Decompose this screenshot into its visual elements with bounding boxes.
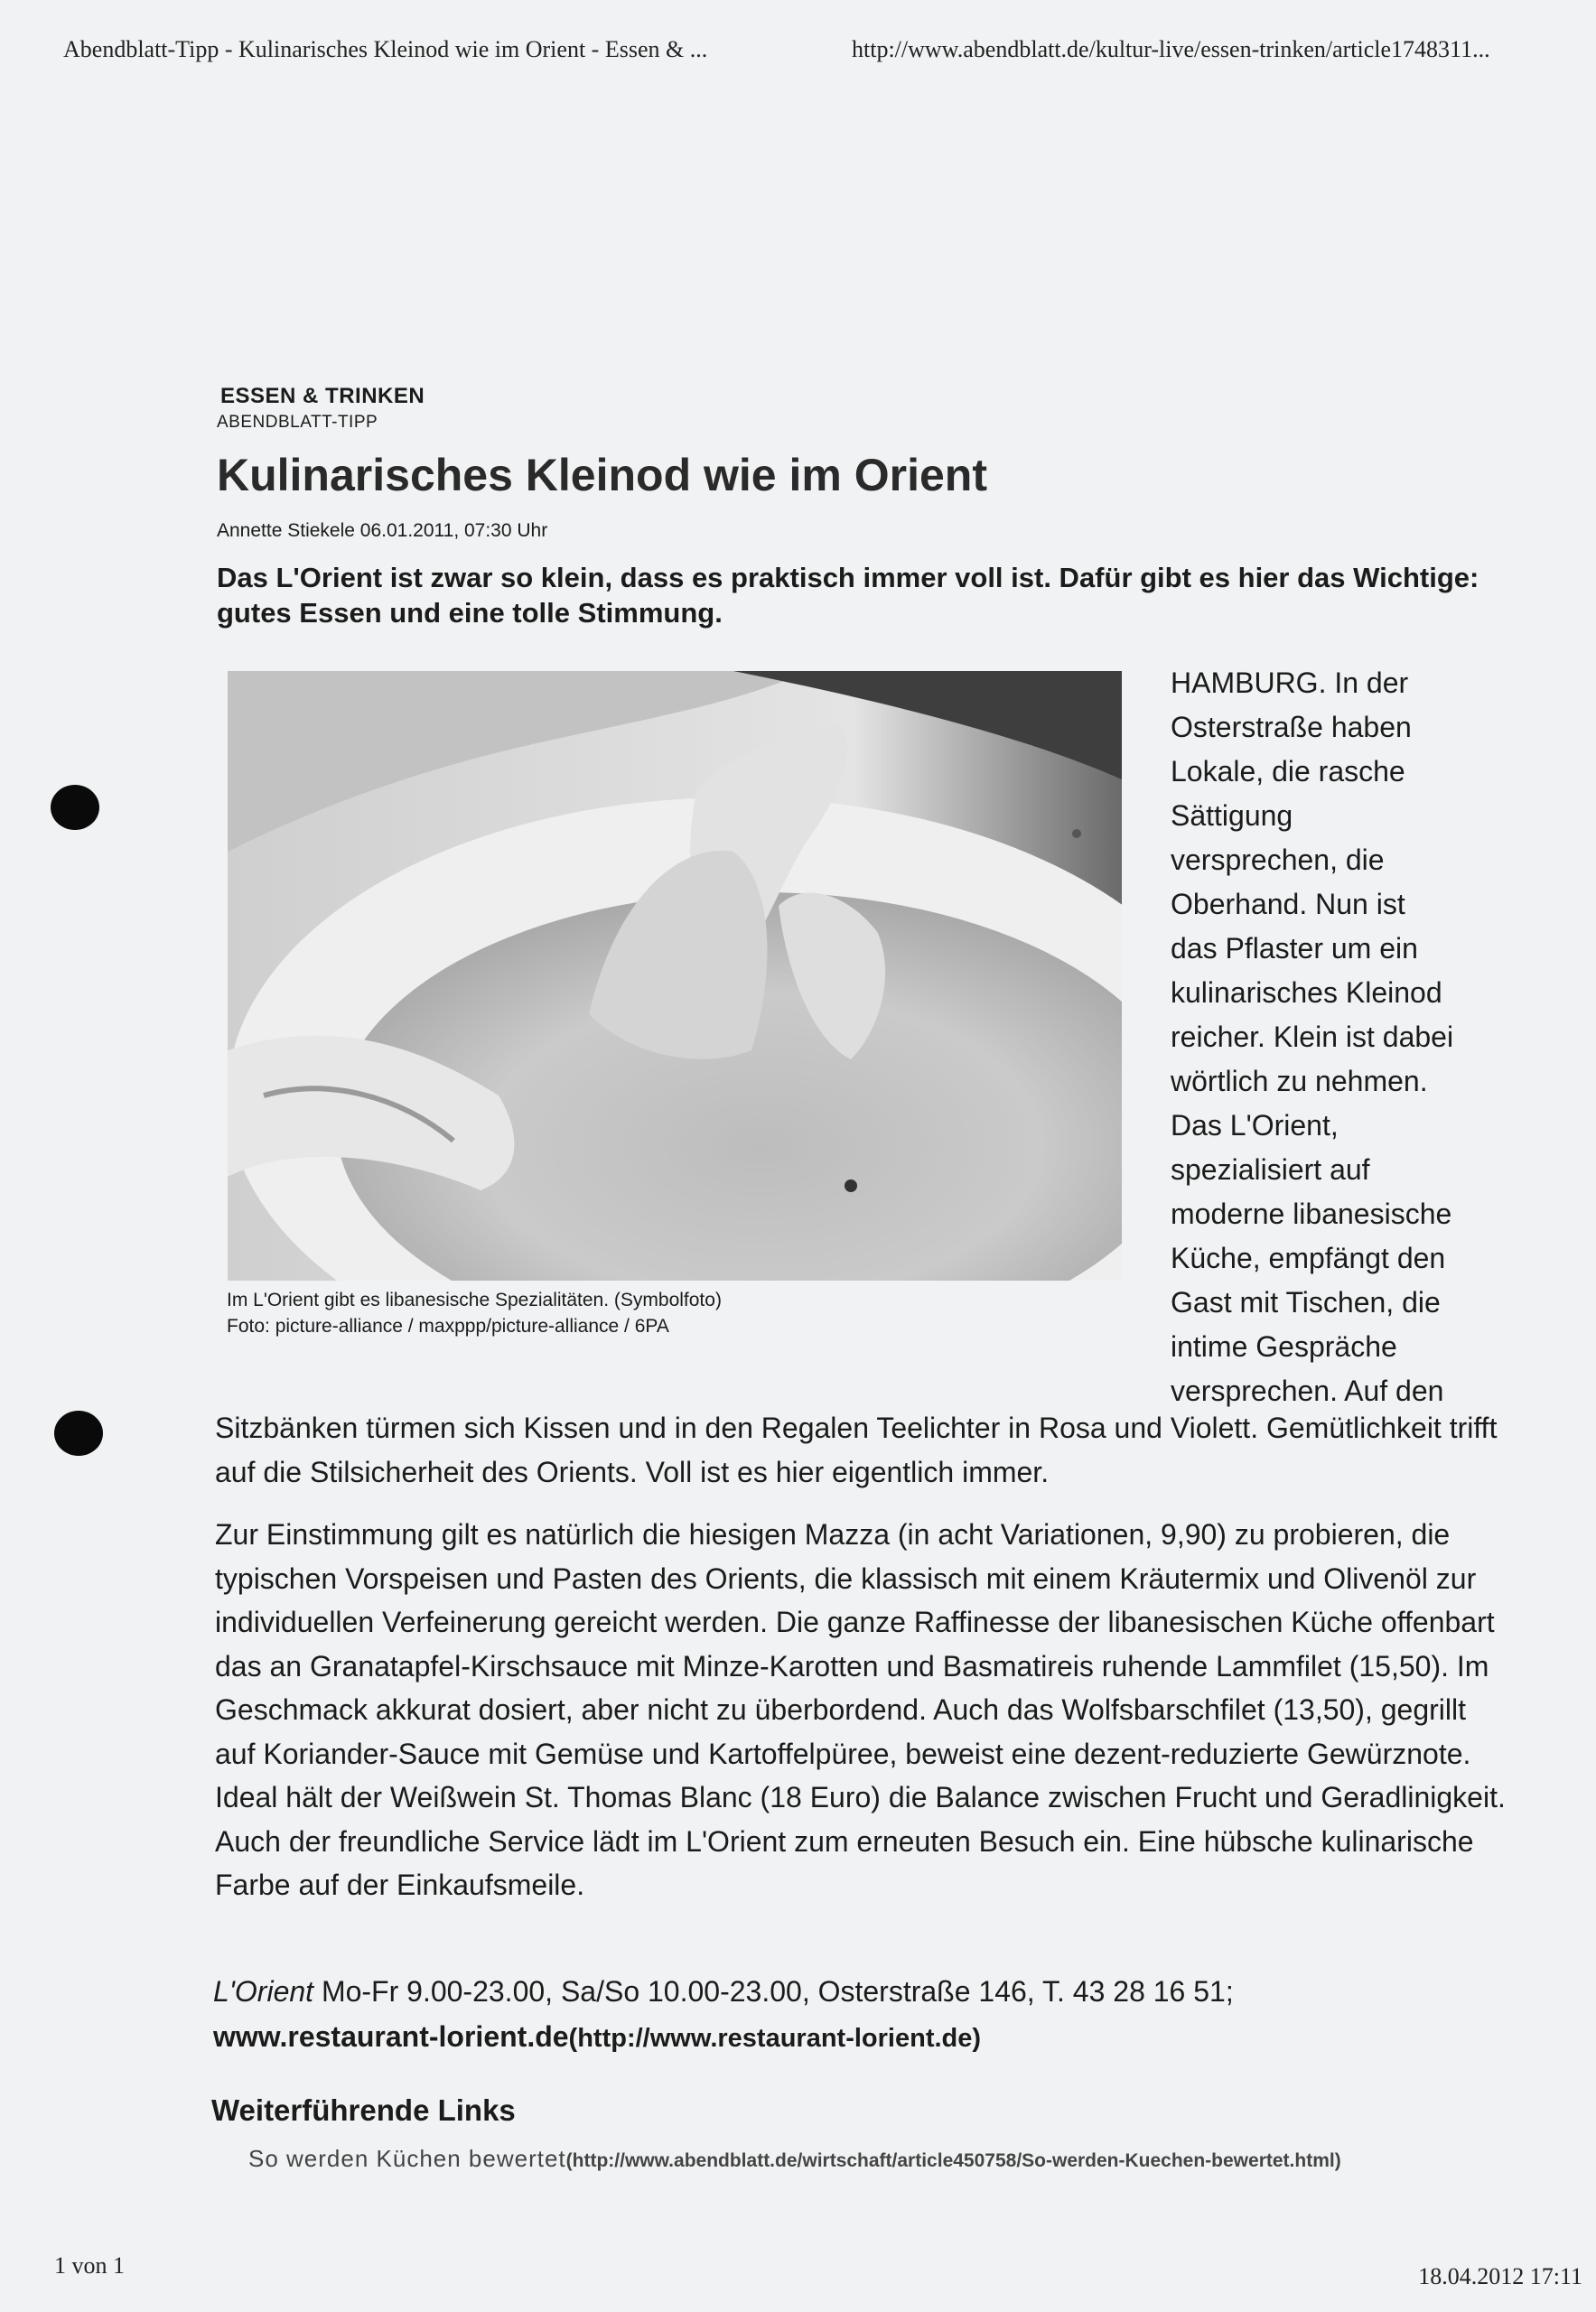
text-line: Das L'Orient, [1171,1109,1339,1142]
text-line: versprechen. Auf den [1171,1375,1444,1407]
punch-hole [54,1411,103,1456]
further-link-url: (http://www.abendblatt.de/wirtschaft/article450758/So-werden-Kuechen-bewertet.html) [565,2150,1341,2171]
kicker-label: ABENDBLATT-TIPP [217,413,378,432]
restaurant-website-link[interactable]: www.restaurant-lorient.de [213,2020,569,2053]
text-line: Lokale, die rasche [1171,755,1405,788]
author: Annette Stiekele [217,520,355,541]
photo-credit: Foto: picture-alliance / maxppp/picture-alliance / 6PA [227,1316,669,1337]
further-link-item[interactable] [248,2145,1341,2173]
text-line: Osterstraße haben [1171,711,1412,743]
section-label: ESSEN & TRINKEN [220,384,425,408]
print-footer-page: 1 von 1 [54,2252,125,2279]
restaurant-website-url: (http://www.restaurant-lorient.de) [568,2024,982,2053]
text-line: Oberhand. Nun ist [1171,888,1405,920]
photo-caption: Im L'Orient gibt es libanesische Spezialitäten. (Symbolfoto) [227,1290,722,1310]
text-line: Sättigung [1171,799,1293,832]
text-line: moderne libanesische [1171,1198,1452,1230]
print-header-title: Abendblatt-Tipp - Kulinarisches Kleinod wie im Orient - Essen & ... [63,36,708,62]
article-lead: Das L'Orient ist zwar so klein, dass es praktisch immer voll ist. Dafür gibt es hier das Wichtige: gutes Essen und eine tolle Stimmung. [217,562,1479,629]
restaurant-name: L'Orient [213,1975,314,2008]
print-header-url: http://www.abendblatt.de/kultur-live/essen-trinken/article1748311... [852,36,1490,62]
paragraph-2: Zur Einstimmung gilt es natürlich die hiesigen Mazza (in acht Variationen, 9,90) zu probieren, die typischen Vorspeisen und Pasten des Orients, die klassisch mit einem Kräutermix und Olivenöl zur individuellen Verfeinerung gereicht werden. Die ganze Raffinesse der libanesischen Küche offenbart das an Granatapfel-Kirschsauce mit Minze-Karotten und Basmatireis ruhende Lammfilet (15,50). Im Geschmack akkurat dosiert, aber nicht zu überbordend. Auch das Wolfsbarschfilet (13,50), gegrillt auf Koriander-Sauce mit Gemüse und Kartoffelpüree, beweist eine dezent-reduzierte Gewürznote. Ideal hält der Weißwein St. Thomas Blanc (18 Euro) die Balance zwischen Frucht und Geradlinigkeit. Auch der freundliche Service lädt im L'Orient zum erneuten Besuch ein. Eine hübsche kulinarische Farbe auf der Einkaufsmeile. [215,1518,1506,1901]
text-line: Gast mit Tischen, die [1171,1286,1441,1319]
publish-date: 06.01.2011, 07:30 Uhr [359,520,548,541]
paragraph-1-wrap-column [1171,661,1496,1413]
text-line: reicher. Klein ist dabei [1171,1021,1454,1053]
restaurant-info [213,1969,1532,2061]
paragraph-1-continued: Sitzbänken türmen sich Kissen und in den Regalen Teelichter in Rosa und Violett. Gemütlichkeit trifft auf die Stilsicherheit des Orients. Voll ist es hier eigentlich immer. [215,1412,1498,1488]
byline [217,520,547,542]
text-line: wörtlich zu nehmen. [1171,1065,1428,1097]
further-links-heading: Weiterführende Links [211,2093,516,2127]
punch-hole [51,785,99,830]
photo-caption-block [227,1287,1130,1339]
article-photo [228,671,1122,1281]
print-footer-datetime: 18.04.2012 17:11 [1418,2263,1582,2289]
text-line: versprechen, die [1171,844,1385,876]
text-line: HAMBURG. In der [1171,667,1409,699]
text-line: das Pflaster um ein [1171,932,1418,965]
further-link-text[interactable]: So werden Küchen bewertet [248,2145,566,2172]
food-bowl-image [228,671,1122,1281]
restaurant-details: Mo-Fr 9.00-23.00, Sa/So 10.00-23.00, Osterstraße 146, T. 43 28 16 51; [313,1975,1234,2008]
text-line: intime Gespräche [1171,1330,1397,1363]
text-line: kulinarisches Kleinod [1171,976,1442,1009]
text-line: Küche, empfängt den [1171,1242,1446,1274]
article-title: Kulinarisches Kleinod wie im Orient [217,450,987,500]
text-line: spezialisiert auf [1171,1153,1370,1186]
